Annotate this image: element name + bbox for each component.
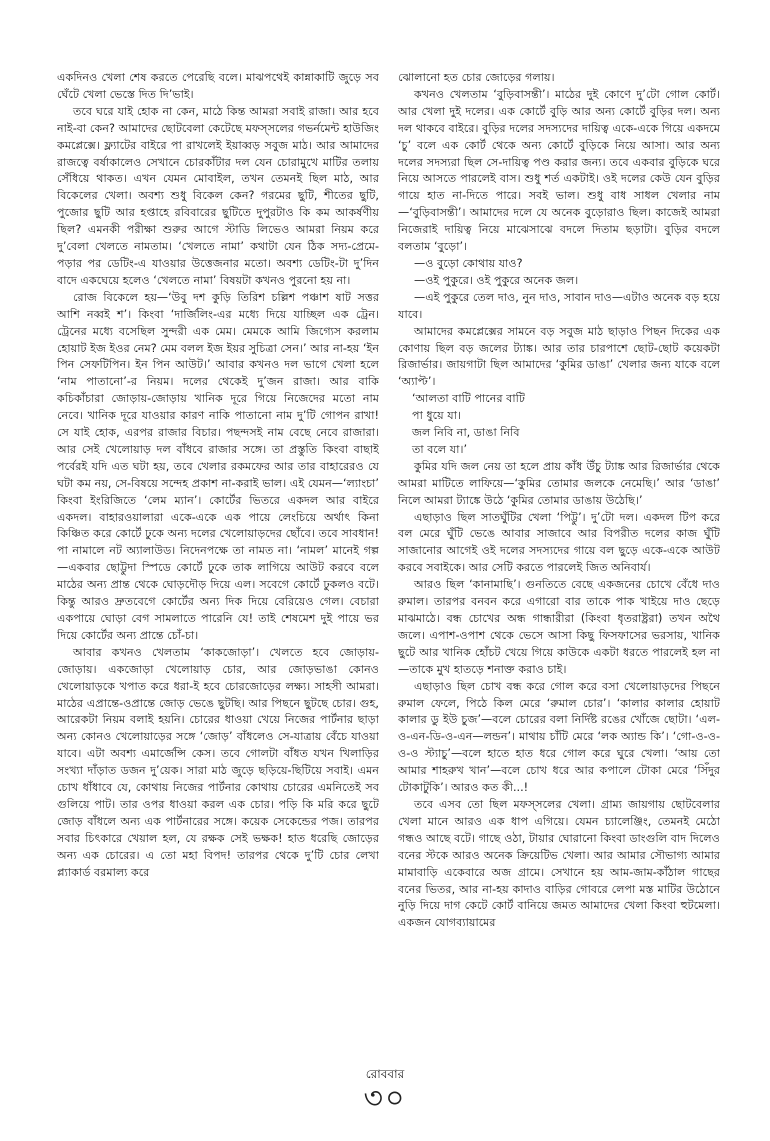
article-column-right — [398, 70, 720, 1060]
magazine-name: রোববার — [365, 1067, 405, 1081]
article-paragraph: —ও বুড়ো কোথায় যাও? — [414, 256, 523, 270]
verse-line: জল নিবি না, ডাঙা নিবি — [412, 426, 520, 440]
article-paragraph: রোজ বিকেলে হয়—‘উবু দশ কুড়ি তিরিশ চল্লিশ পঞ্চাশ ষাট সত্তর আশি নব্বই শ’। কিংবা ‘দার্জিলিং-এর মধ্যে দিয়ে যাচ্ছিল এক ট্রেন। ট্রেনের মধ্যে বসেছিল সুন্দরী এক মেম। মেমকে আমি জিগ্যেস করলাম হোয়াট ইজ ইওর নেম? মেম বলল ইজ ইয়র সুচিত্রা সেন।’ আর না-হয় ‘ইন পিন সেফটিপিন। ইন পিন আউট।’ আবার কখনও দল ভাগে খেলা হলে ‘নাম পাতানো’-র নিয়ম। দলের থেকেই দু’জন রাজা। আর বাকি কচিকাঁচারা জোড়ায়-জোড়ায় খানিক দূরে গিয়ে নিজেদের মতো নাম নেবে। খানিক দূরে যাওয়ার কারণ নাকি পাতানো নাম দু’টি গোপন রাখা! সে যাই হোক, এরপর রাজার বিচার। পছন্দসই নাম বেছে নেবে রাজারা। আর সেই খেলোয়াড় দল বাঁধবে রাজার সঙ্গে। তা প্রস্তুতি কিংবা বাছাই পর্বেরই যদি এত ঘটা হয়, তবে খেলার রকমফের আর তার বাহারেরও যে ঘটা কম নয়, সে-বিষয়ে সন্দেহ প্রকাশ না-করাই ভাল। এই যেমন—‘ল্যাংচা’ কিংবা ইংরিজিতে ‘লেম ম্যান’। কোর্টের ভিতরে একদল আর বাইরে একদল। বাহারওয়ালারা একে-একে এক পায়ে লেংচিয়ে অর্থাৎ কিনা কিঞ্চিত করে কোর্টে ঢুকে অন্য দলের খেলোয়াড়দের ছোঁবে। তবে সাবধান! পা নামালে নট অ্যালাউড। নিদেনপক্ষে তা নামত না। ‘নামল’ মানেই গল্প—একবার ছোট্টুদা স্পিডে কোর্টে ঢুকে তাক লাগিয়ে আউট করবে বলে মাঠের অন্য প্রান্ত থেকে ঘোড়দৌড় দিয়ে এল। সবেগে কোর্টে ঢুকলও বটে। কিন্তু আরও দ্রুতবেগে কোর্টের অন্য দিক দিয়ে বেরিয়েও গেল। বেচারা একপায়ে ঘোড়া বেগ সামলাতে পারেনি যে! তাই শেষমেশ দুই পায়ে ভর দিয়ে কোর্টের অন্য প্রান্তে চোঁ-চা। — [57, 290, 379, 642]
article-paragraph: আবার কখনও খেলতাম ‘কাকজোড়া’। খেলতে হবে জোড়ায়-জোড়ায়। একজোড়া খেলোয়াড় চোর, আর জোড়ভাঙা কোনও খেলোয়াড়কে খপাত করে ধরা-ই হবে চোরজোড়ের লক্ষ্য। সাহসী আমরা। মাঠের এপ্রান্তে-ওপ্রান্তে জোড় ভেঙে ছুটছি। আর পিছনে ছুটছে চোর। গুহ, আরেকটা নিয়ম বলাই হয়নি। চোরের ধাওয়া খেয়ে নিজের পার্টনার ছাড়া অন্য কোনও খেলোয়াড়ের সঙ্গে ‘জোড়’ বাঁধলেও সে-যাত্রায় বেঁচে যাওয়া যাবে। এটা অবশ্য এমার্জেন্সি কেস। তবে গোলটা বাঁধত যখন খিলাড়ির সংখ্যা দাঁড়াত ডজন দু’য়েক। সারা মাঠ জুড়ে ছড়িয়ে-ছিটিয়ে সবাই। এমন চোখ ধাঁধাবে যে, কোথায় নিজের পার্টনার কোথায় চোরের এমনিতেই সব গুলিয়ে পাট। তার ওপর ধাওয়া করল এক চোর। পড়ি কি মরি করে ছুটে জোড় বাঁধলে অন্য এক পার্টনারের সঙ্গে। কয়েক সেকেন্ডের পজ। তারপর সবার চিৎকারে খেয়াল হল, যে রক্ষক সেই ভক্ষক! হাত ধরেছি জোড়ের অন্য এক চোরের। এ তো মহা বিপদ! তারপর থেকে দু’টি চোর লেখা প্ল্যাকার্ড বরমাল্য করে — [57, 645, 379, 879]
article-paragraph: তবে ঘরে যাই হোক না কেন, মাঠে কিন্ত আমরা সবাই রাজা। আর হবে নাই-বা কেন? আমাদের ছোটবেলা কেটেছে মফস্সলের গভর্নমেন্ট হাউজিং কমপ্লেক্সে। ফ্ল্যাটের বাইরে পা রাখলেই ইয়াব্বড় সবুজ মাঠ। আর আমাদের রাজত্বে বর্ষাকালেও সেখানে চোরকাঁটার দল যেন চোরামুখে মাটির তলায় সেঁধিয়ে থাকত। এখন যেমন মোবাইল, তখন তেমনই ছিল মাঠ, আর বিকেলের খেলা। অবশ্য শুধু বিকেল কেন? গরমের ছুটি, শীতের ছুটি, পুজোর ছুটি আর হপ্তাহে রবিবারের ছুটিতে দুপুরটাও কি কম আকর্ষণীয় ছিল? এমনকী পরীক্ষা শুরুর আগে স্টাডি লিভেও আমরা নিয়ম করে দু’বেলা খেলতে নামতাম। ‘খেলতে নামা’ কথাটা যেন ঠিক সদ্য-প্রেমে-পড়ার পর ডেটিং-এ যাওয়ার উত্তেজনার মতো। অবশ্য ডেটিং-টা দু’দিন বাদে একঘেয়ে হলেও ‘খেলতে নামা’ বিষয়টা কখনও পুরনো হয় না। — [57, 104, 379, 287]
article-paragraph: ঝোলানো হত চোর জোড়ের গলায়। — [398, 71, 555, 84]
verse-line: পা ধুয়ে যা। — [412, 409, 461, 423]
article-paragraph: এছাড়াও ছিল সাতঘুঁটির খেলা ‘পিট্টু’। দু’টো দল। একদল টিপ করে বল মেরে ঘুঁটি ভেঙে আবার সাজাবে আর বিপরীত দলের কাজ ঘুঁটি সাজানোর আগেই ওই দলের সদস্যদের গায়ে বল ছুড়ে একে-একে আউট করবে সবাইকে। আর সেটি করতে পারলেই জিত অনিবার্য। — [398, 510, 720, 575]
article-paragraph: —এই পুকুরে তেল দাও, নুন দাও, সাবান দাও—এটাও অনেক বড় হয়ে যাবে। — [398, 290, 720, 321]
verse-line: ‘আলতা বাটি পানের বাটি — [412, 392, 525, 406]
article-column-left — [57, 70, 379, 1060]
article-paragraph: আরও ছিল ‘কানামাছি’। গুনতিতে বেছে একজনের চোখে বেঁধে দাও রুমাল। তারপর বনবন করে এগারো বার তাকে পাক খাইয়ে দাও ছেড়ে মাঝমাঠে। বন্ধ চোখের অন্ধ গান্ধারীরা (কিংবা ধৃতরাষ্ট্ররা) তখন অথৈ জলে। এপাশ-ওপাশ থেকে ভেসে আসা কিছু ফিসফাসের ভরসায়, খানিক ছুটে আর খানিক হোঁচট খেয়ে গিয়ে কাউকে একটা ধরতে পারলেই হল না—তাকে মুখ হাতড়ে শনাক্ত করাও চাই। — [398, 578, 720, 676]
verse-line: তা বলে যা।’ — [412, 442, 468, 456]
article-paragraph: আমাদের কমপ্লেক্সের সামনে বড় সবুজ মাঠ ছাড়াও পিছন দিকের এক কোণায় ছিল বড় জলের ট্যাঙ্ক। আর তার চারপাশে ছোট-ছোট কয়েকটা রিজার্ভার। জায়গাটা ছিল আমাদের ‘কুমির ডাঙা’ খেলার জন্য যাকে বলে ‘অ্যাপ্ট’। — [398, 324, 720, 389]
article-paragraph: কুমির যদি জল নেয় তা হলে প্রায় কাঁধ উঁচু ট্যাঙ্ক আর রিজার্ভার থেকে আমরা মাটিতে লাফিয়ে—‘কুমির তোমার জলকে নেমেছি।’ আর ‘ডাঙা’ নিলে আমরা ট্যাঙ্কে উঠে ‘কুমির তোমার ডাঙায় উঠেছি।’ — [398, 459, 720, 507]
article-paragraph: কখনও খেলতাম ‘বুড়িবাসন্তী’। মাঠের দুই কোণে দু’টো গোল কোর্ট। আর খেলা দুই দলের। এক কোর্টে বুড়ি আর অন্য কোর্টে বুড়ির দল। অন্য দল থাকবে বাইরে। বুড়ির দলের সদস্যদের দায়িত্ব একে-একে গিয়ে একদমে ‘চু’ বলে এক কোর্ট থেকে অন্য কোর্টে বুড়িকে নিয়ে আসা। আর অন্য দলের সদস্যরা ছিল সে-দায়িত্ব পণ্ড করার জন্য। তবে একবার বুড়িকে ঘরে নিয়ে আসতে পারলেই বাস। শুধু শর্ত একটাই। ওই দলের কেউ যেন বুড়ির গায়ে হাত না-দিতে পারে। সবই ভাল। শুধু বাধ সাধল খেলার নাম—‘বুড়িবাসন্তী’। আমাদের দলে যে অনেক বুড়োরাও ছিল। কাজেই আমরা নিজেরাই দায়িত্ব নিয়ে মাঝেসাঝে বদলে দিতাম ছড়াটা। বুড়ির বদলে বলতাম ‘বুড়ো’। — [398, 87, 720, 254]
article-paragraph: তবে এসব তো ছিল মফস্সলের খেলা। গ্রাম্য জায়গায় ছোটবেলার খেলা মানে আরও এক ধাপ এগিয়ে। যেমন চ্যালেঞ্জিং, তেমনই মেঠো গন্ধও আছে বটে। গাছে ওঠা, টায়ার ঘোরানো কিংবা ডাংগুলি বাদ দিলেও বনের স্টকে আরও অনেক ক্রিয়েটিভ খেলা। আর আমার সৌভাগ্য আমার মামাবাড়ি একেবারে অজ গ্রামে। সেখানে হয় আম-জাম-কাঁঠাল গাছের বনের ভিতর, আর না-হয় কাদাও বাড়ির গোবরে লেপা মস্ত মাটির উঠোনে নুড়ি দিয়ে দাগ কেটে কোর্ট বানিয়ে জমত আমাদের খেলা কিংবা হুটমেলা। একজন যোগব্যায়ামের — [398, 797, 720, 930]
page-number: ৩০ — [363, 1081, 407, 1116]
article-paragraph: একদিনও খেলা শেষ করতে পেরেছি বলে। মাঝপথেই কান্নাকাটি জুড়ে সব ঘেঁটে খেলা ভেস্তে দিত দি’ভাই। — [57, 71, 379, 101]
article-paragraph: —ওই পুকুরে। ওই পুকুরে অনেক জল। — [414, 273, 579, 287]
article-paragraph: এছাড়াও ছিল চোখ বন্ধ করে গোল করে বসা খেলোয়াড়দের পিছনে রুমাল ফেলে, পিঠে কিল মেরে ‘রুমাল চোর’। ‘কালার কালার হোয়াট কালার ডু ইউ চুজ’—বলে চোরের বলা নির্দিষ্ট রঙের খোঁজে ছোটা। ‘এল-ও-এন-ডি-ও-এন—লন্ডন’। মাথায় চাঁটি মেরে ‘লক অ্যান্ড কি’। ‘গো-ও-ও-ও-ও স্ট্যাচু’—বলে হাতে হাত ধরে গোল করে ঘুরে খেলা। ‘আয় তো আমার শাহরুখ খান’—বলে চোখ ধরে আর কপালে টোকা মেরে ‘সিঁদুর টোকাটুকি’। আরও কত কী...! — [398, 679, 720, 795]
